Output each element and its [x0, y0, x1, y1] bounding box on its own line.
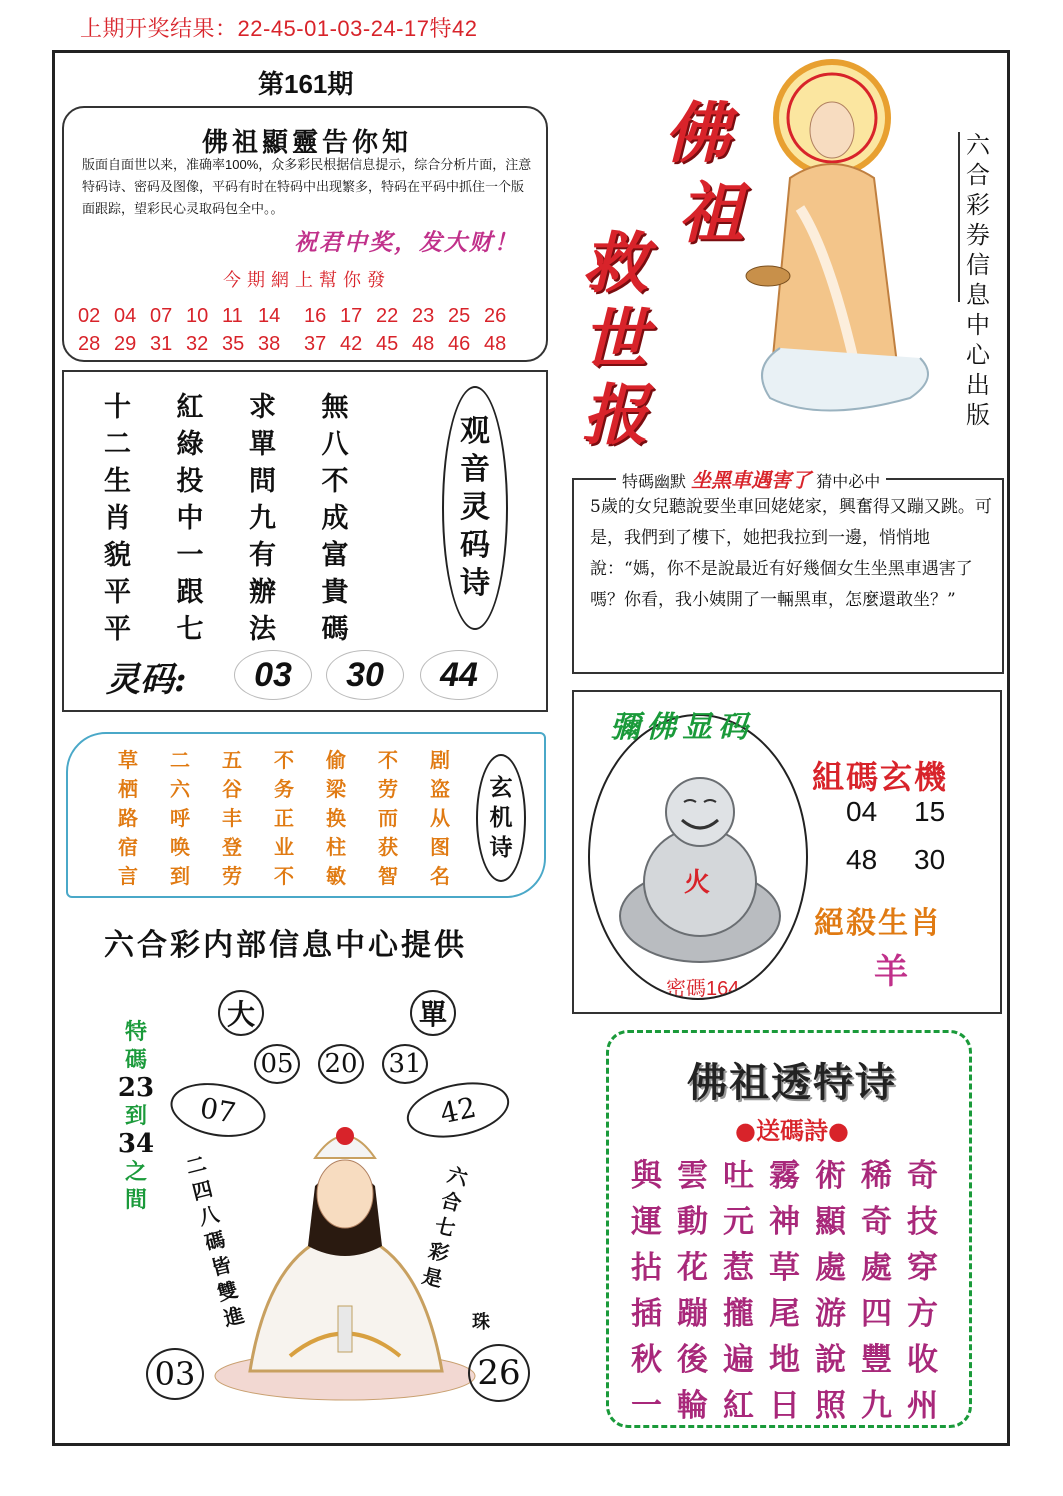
number-cell: 22 — [376, 304, 399, 327]
xuanji-char: 偷 — [326, 748, 346, 772]
vertical-char: 七 — [432, 1212, 458, 1242]
number-cell: 42 — [340, 332, 363, 355]
poem-char: 有 — [249, 540, 276, 571]
poem-char: 九 — [249, 503, 276, 534]
poem-title-char: 音 — [460, 452, 490, 487]
xuanji-row — [118, 744, 482, 773]
vertical-char: 雙 — [214, 1277, 241, 1306]
poem-row — [104, 497, 394, 534]
xuanji-grid — [118, 744, 482, 889]
poem-char: 二 — [104, 429, 131, 460]
tetou-poem-char: 尾 — [769, 1295, 800, 1332]
tetou-poem-box — [606, 1030, 972, 1428]
buddha-oval — [588, 714, 808, 1000]
xuanji-char: 不 — [274, 748, 294, 772]
xuanji-char: 而 — [378, 806, 398, 830]
xuanji-scroll — [66, 732, 546, 898]
tetou-poem-char: 顯 — [815, 1203, 846, 1240]
xuanji-title-oval — [476, 754, 526, 882]
xuanji-char: 梁 — [326, 777, 346, 801]
joke-box — [572, 478, 1004, 674]
corner-number-right: 26 — [468, 1344, 530, 1402]
combo-number: 30 — [914, 844, 946, 875]
vertical-char: 皆 — [208, 1252, 234, 1281]
info-title: 佛祖顯靈告你知 — [201, 128, 412, 158]
poem-row — [104, 534, 394, 571]
number-cell: 25 — [448, 304, 471, 327]
lingma-label: 灵码: — [106, 660, 187, 700]
tetou-poem-row — [631, 1241, 953, 1287]
xuanji-row — [118, 860, 482, 889]
xuanji-title-char: 诗 — [489, 834, 513, 861]
publisher-char: 券 — [966, 221, 990, 249]
xuanji-char: 劳 — [378, 777, 398, 801]
poem-title-char: 诗 — [460, 566, 490, 601]
poem-row — [104, 571, 394, 608]
info-box — [62, 106, 548, 362]
xuanji-char: 盗 — [430, 777, 450, 801]
tetou-poem-char: 拈 — [631, 1249, 662, 1286]
info-wish: 祝君中奖，发大财！ — [294, 229, 519, 256]
poem-row — [104, 386, 394, 423]
xuanji-row — [118, 802, 482, 831]
tetou-poem-char: 奇 — [907, 1157, 938, 1194]
guanyin-illustration — [210, 1096, 480, 1406]
poem-char: 法 — [249, 614, 276, 645]
number-cell: 11 — [222, 304, 243, 327]
tetou-poem-char: 州 — [907, 1387, 938, 1424]
number-cell: 31 — [150, 332, 173, 355]
number-cell: 23 — [412, 304, 435, 327]
info-subtitle: 今期網上幫你發 — [223, 270, 391, 291]
poem-char: 不 — [321, 466, 349, 497]
tetou-poem-row — [631, 1149, 953, 1195]
xuanji-char: 言 — [118, 864, 138, 888]
xuanji-char: 登 — [222, 835, 242, 859]
title-char: 祖 — [678, 174, 744, 252]
xuanji-char: 草 — [118, 748, 138, 772]
joke-head-left: 特碼幽默 — [622, 472, 687, 491]
title-char: 报 — [582, 376, 648, 454]
tetou-poem-char: 蹦 — [677, 1295, 708, 1332]
vertical-char: 是 — [419, 1263, 446, 1292]
tetou-poem-char: 秋 — [631, 1341, 662, 1378]
tetou-poem-char: 與 — [631, 1157, 662, 1194]
joke-body: 5歲的女兒聽說要坐車回姥姥家，興奮得又蹦又跳。可是，我們到了樓下，她把我拉到一邊，悄悄地說：“媽，你不是說最近有好幾個女生坐黑車遇害了嗎？你看，我小姨開了一輛黑車，怎麼還敢坐？” — [590, 497, 992, 610]
top-number: 05 — [254, 1044, 300, 1084]
poem-grid — [104, 386, 394, 645]
xuanji-char: 六 — [170, 777, 190, 801]
combo-number: 15 — [914, 796, 946, 827]
number-cell: 48 — [412, 332, 435, 355]
tetou-poem-char: 動 — [677, 1203, 708, 1240]
top-number: 20 — [318, 1044, 364, 1084]
poem-char: 紅 — [176, 392, 204, 423]
xuanji-title-char: 机 — [489, 804, 513, 831]
xuanji-char: 正 — [274, 806, 294, 830]
standing-guanyin-illustration — [740, 58, 950, 428]
buddha-arc-title: 彌佛显码 — [610, 710, 754, 745]
xuanji-row — [118, 773, 482, 802]
joke-header — [616, 464, 886, 493]
title-char: 救 — [582, 224, 648, 302]
xuanji-char: 不 — [378, 748, 398, 772]
number-cell: 02 — [78, 304, 101, 327]
xuanji-char: 五 — [222, 748, 242, 772]
poem-char: 平 — [104, 614, 131, 645]
poem-char: 綠 — [176, 429, 204, 460]
range-to-char: 到 — [124, 1103, 147, 1129]
vertical-char: 碼 — [202, 1226, 228, 1256]
poem-char: 問 — [249, 466, 276, 497]
publisher-char: 心 — [966, 341, 990, 369]
vertical-char: 合 — [438, 1187, 464, 1216]
publisher-vertical-text — [962, 130, 994, 430]
vertical-char: 二 — [183, 1151, 209, 1180]
tetou-poem-char: 吐 — [723, 1157, 754, 1194]
poem-row — [104, 608, 394, 645]
number-grid — [78, 302, 538, 358]
tetou-poem-char: 雲 — [677, 1157, 708, 1194]
number-cell: 16 — [304, 304, 327, 327]
tetou-poem-row — [631, 1287, 953, 1333]
poem-char: 富 — [321, 540, 349, 571]
number-cell: 48 — [484, 332, 507, 355]
tetou-poem-char: 插 — [631, 1295, 662, 1332]
issue-number: 第161期 — [258, 69, 354, 99]
tetou-poem-char: 九 — [861, 1387, 892, 1424]
range-from: 23 — [117, 1073, 155, 1103]
xuanji-char: 谷 — [222, 777, 242, 801]
poem-char: 成 — [321, 503, 349, 534]
xuanji-char: 从 — [430, 806, 450, 830]
kill-zodiac-value: 羊 — [874, 952, 908, 992]
last-result-line — [80, 12, 477, 43]
tetou-poem-row — [631, 1333, 953, 1379]
tetou-poem-char: 方 — [907, 1295, 938, 1332]
poem-row — [104, 460, 394, 497]
tema-range — [112, 1018, 160, 1214]
tetou-poem-char: 豐 — [861, 1341, 892, 1378]
tetou-poem-char: 照 — [815, 1387, 846, 1424]
xuanji-char: 丰 — [222, 806, 242, 830]
poem-char: 平 — [104, 577, 131, 608]
vertical-char: 六 — [444, 1162, 471, 1191]
poem-char: 七 — [176, 614, 204, 645]
tetou-poem-char: 技 — [907, 1203, 938, 1240]
poem-char: 一 — [176, 540, 204, 571]
poem-char: 單 — [249, 429, 276, 460]
tetou-poem-char: 後 — [677, 1341, 708, 1378]
number-row — [78, 330, 538, 358]
tetou-poem-char: 遍 — [723, 1341, 754, 1378]
number-cell: 14 — [258, 304, 281, 327]
poem-char: 貴 — [321, 577, 349, 608]
tetou-poem-char: 收 — [907, 1341, 938, 1378]
info-body: 版面自面世以来，准确率100%，众多彩民根据信息提示，综合分析片面，注意特码诗、密码及图像，平码有时在特码中出现繁多，特码在平码中抓住一个版面跟踪，望彩民心灵取码包全中。。 — [82, 157, 532, 216]
poem-title-char: 灵 — [460, 490, 490, 525]
publisher-char: 版 — [966, 401, 990, 429]
tetou-poem-char: 霧 — [769, 1157, 800, 1194]
last-result-label: 上期开奖结果： — [80, 16, 238, 41]
right-vertical-end: 珠 — [472, 1312, 490, 1333]
top-number: 31 — [382, 1044, 428, 1084]
number-cell: 37 — [304, 332, 327, 355]
poem-char: 肖 — [104, 503, 131, 534]
kill-zodiac-title: 絕殺生肖 — [814, 906, 942, 941]
poem-char: 中 — [176, 503, 204, 534]
publisher-char: 彩 — [966, 191, 990, 219]
poem-title-char: 码 — [460, 528, 490, 563]
tetou-poem-char: 游 — [815, 1295, 846, 1332]
publisher-char: 出 — [966, 371, 990, 399]
poem-char: 投 — [176, 466, 204, 497]
range-to: 34 — [117, 1129, 155, 1159]
xuanji-char: 呼 — [170, 806, 190, 830]
tema-char: 碼 — [124, 1047, 147, 1073]
combo-title: 組碼玄機 — [812, 758, 949, 796]
tetou-poem-subtitle: ●送碼詩● — [735, 1116, 849, 1145]
publisher-char: 息 — [966, 281, 990, 309]
buddha-mima: 密碼164 — [666, 978, 740, 1000]
title-char: 佛 — [664, 94, 730, 172]
tetou-poem-char: 四 — [861, 1295, 892, 1332]
xuanji-char: 栖 — [118, 777, 138, 801]
tetou-poem-title: 佛祖透特诗 — [687, 1059, 897, 1106]
poem-char: 生 — [104, 466, 131, 497]
lingma-value: 44 — [420, 650, 498, 700]
xuanji-char: 路 — [118, 806, 138, 830]
big-badge: 大 — [218, 990, 264, 1036]
tetou-poem-char: 奇 — [861, 1203, 892, 1240]
tetou-poem-row — [631, 1195, 953, 1241]
xuanji-title-char: 玄 — [489, 774, 513, 801]
tetou-poem-char: 惹 — [723, 1249, 754, 1286]
xuanji-char: 敏 — [326, 864, 346, 888]
number-cell: 32 — [186, 332, 209, 355]
tetou-poem-char: 處 — [815, 1249, 846, 1286]
xuanji-char: 名 — [430, 864, 450, 888]
xuanji-char: 务 — [274, 777, 294, 801]
xuanji-char: 到 — [170, 864, 190, 888]
title-char: 世 — [582, 300, 648, 378]
tema-char: 特 — [124, 1019, 147, 1045]
number-cell: 35 — [222, 332, 245, 355]
xuanji-char: 二 — [170, 748, 190, 772]
tetou-poem-grid — [631, 1149, 953, 1425]
vertical-char: 彩 — [426, 1238, 452, 1267]
tetou-poem-row — [631, 1379, 953, 1425]
vertical-char: 四 — [189, 1176, 216, 1205]
tetou-poem-char: 輪 — [677, 1387, 708, 1424]
vertical-char: 進 — [221, 1302, 247, 1331]
xuanji-char: 获 — [378, 835, 398, 859]
number-cell: 45 — [376, 332, 399, 355]
xuanji-char: 智 — [378, 864, 398, 888]
number-cell: 17 — [340, 304, 363, 327]
tetou-poem-char: 神 — [769, 1203, 800, 1240]
poem-char: 辦 — [249, 577, 276, 608]
tetou-poem-char: 花 — [677, 1249, 708, 1286]
number-cell: 26 — [484, 304, 507, 327]
publisher-char: 信 — [966, 251, 990, 279]
number-cell: 04 — [114, 304, 137, 327]
number-row — [78, 302, 538, 330]
number-cell: 46 — [448, 332, 471, 355]
poem-char: 八 — [321, 429, 349, 460]
publisher-rule — [958, 132, 960, 302]
last-result-value: 22-45-01-03-24-17特42 — [237, 16, 478, 41]
number-cell: 29 — [114, 332, 137, 355]
poem-char: 碼 — [321, 614, 349, 645]
xuanji-row — [118, 831, 482, 860]
tetou-poem-char: 術 — [815, 1157, 846, 1194]
xuanji-char: 剧 — [430, 748, 450, 772]
poem-row — [104, 423, 394, 460]
tetou-poem-char: 處 — [861, 1249, 892, 1286]
provider-text: 六合彩内部信息中心提供 — [104, 928, 467, 963]
tetou-poem-char: 穿 — [907, 1249, 938, 1286]
tetou-poem-char: 說 — [815, 1341, 846, 1378]
joke-head-right: 猜中必中 — [816, 472, 881, 491]
publisher-char: 合 — [966, 161, 990, 189]
poem-char: 無 — [321, 392, 349, 423]
range-end-char: 間 — [124, 1187, 147, 1213]
tetou-poem-char: 運 — [631, 1203, 662, 1240]
side-number-right: 42 — [402, 1074, 515, 1146]
number-cell: 10 — [186, 304, 209, 327]
publisher-char: 中 — [966, 311, 990, 339]
tetou-poem-char: 紅 — [723, 1387, 754, 1424]
tetou-poem-char: 攏 — [723, 1295, 754, 1332]
vertical-char: 八 — [196, 1201, 222, 1230]
xuanji-char: 业 — [274, 835, 294, 859]
tetou-poem-char: 日 — [769, 1387, 800, 1424]
tetou-poem-char: 稀 — [861, 1157, 892, 1194]
joke-head-mid: 坐黑車遇害了 — [691, 468, 812, 492]
xuanji-char: 宿 — [118, 835, 138, 859]
buddha-center-char: 火 — [684, 868, 711, 898]
xuanji-char: 图 — [430, 835, 450, 859]
xuanji-char: 换 — [326, 806, 346, 830]
number-cell: 07 — [150, 304, 173, 327]
guanyin-poem-title-oval — [442, 386, 508, 630]
tetou-poem-char: 草 — [769, 1249, 800, 1286]
poem-char: 貌 — [104, 540, 131, 571]
combo-number: 04 — [846, 796, 878, 827]
publisher-char: 六 — [966, 131, 990, 159]
tetou-poem-char: 地 — [769, 1341, 800, 1378]
number-cell: 28 — [78, 332, 101, 355]
tetou-poem-char: 一 — [631, 1387, 662, 1424]
single-badge: 單 — [410, 990, 456, 1036]
poem-title-char: 观 — [460, 414, 490, 449]
lingma-value: 30 — [326, 650, 404, 700]
xuanji-char: 劳 — [222, 864, 242, 888]
side-number-left: 07 — [166, 1076, 270, 1144]
poem-char: 十 — [104, 392, 131, 423]
lingma-value: 03 — [234, 650, 312, 700]
xuanji-char: 不 — [274, 864, 294, 888]
xuanji-char: 柱 — [326, 835, 346, 859]
poem-char: 跟 — [176, 577, 204, 608]
buddha-box — [572, 690, 1002, 1014]
guanyin-poem-box — [62, 370, 548, 712]
combo-number: 48 — [846, 844, 878, 875]
poem-char: 求 — [249, 392, 276, 423]
xuanji-char: 唤 — [170, 835, 190, 859]
tetou-poem-char: 元 — [723, 1203, 754, 1240]
range-end-char: 之 — [124, 1159, 147, 1185]
corner-number-left: 03 — [146, 1348, 204, 1400]
number-cell: 38 — [258, 332, 281, 355]
